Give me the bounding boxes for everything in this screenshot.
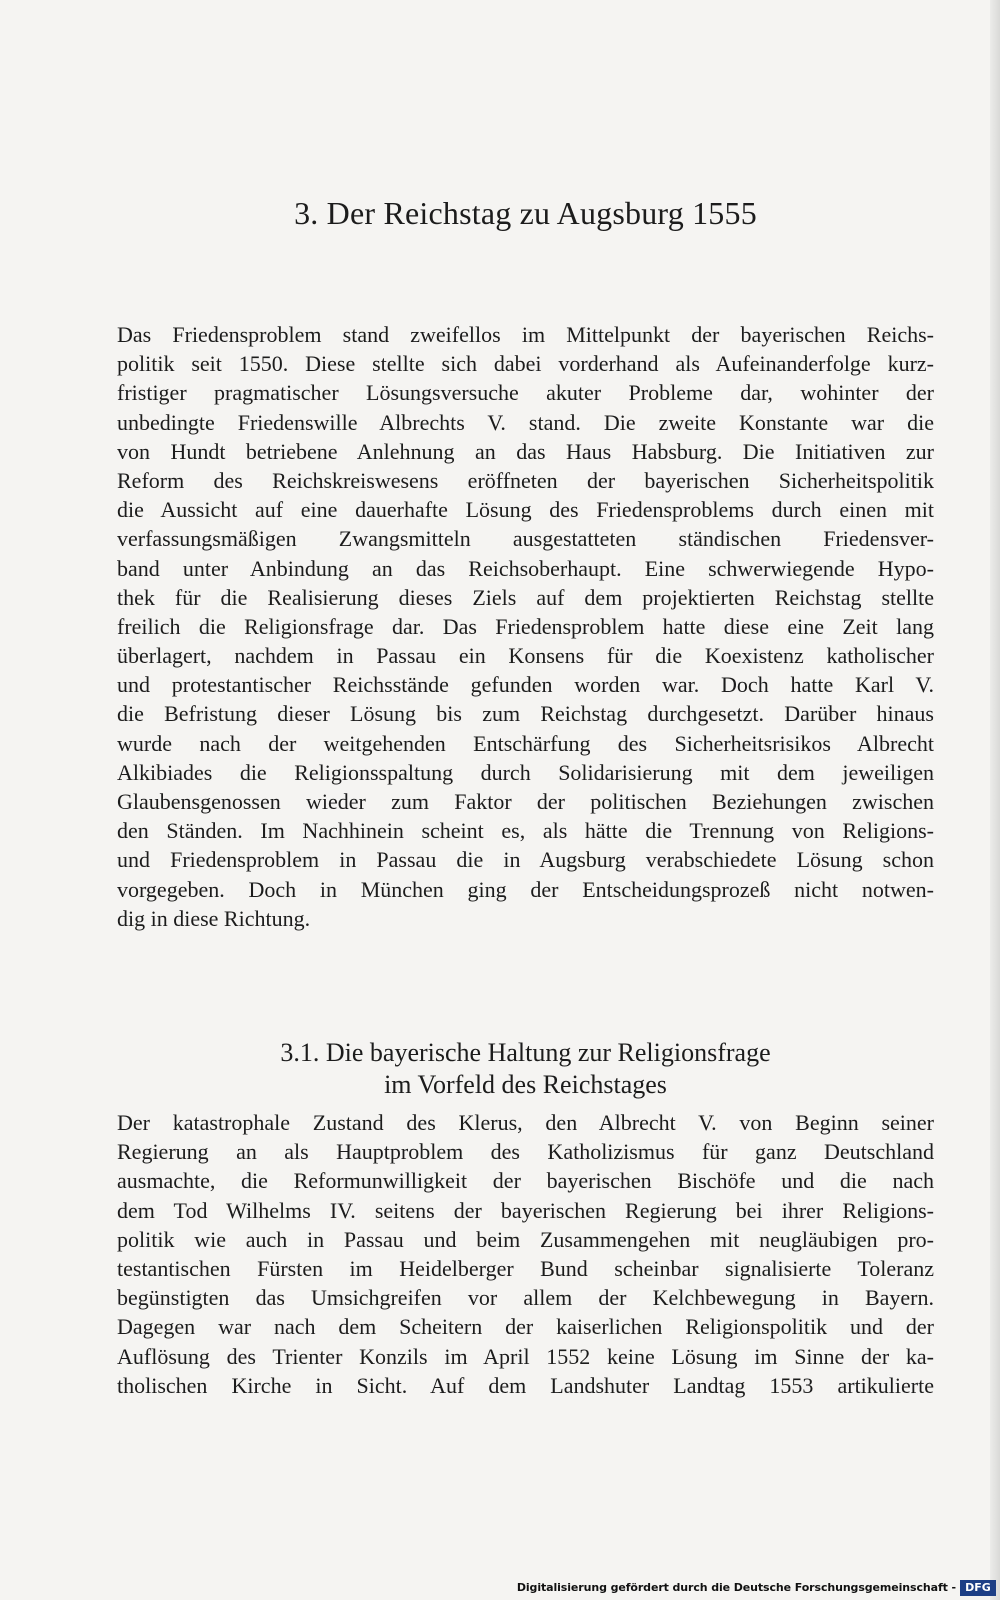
chapter-title: 3. Der Reichstag zu Augsburg 1555 [294, 195, 757, 231]
text-line: ausmachte, die Reformunwilligkeit der bayerischen Bischöfe und die nach [117, 1168, 934, 1194]
section-title [117, 1037, 934, 1101]
text-line: begünstigten das Umsichgreifen vor allem der Kelchbewegung in Bayern. [117, 1285, 934, 1311]
text-line: die Befristung dieser Lösung bis zum Reichstag durchgesetzt. Darüber hinaus [117, 701, 934, 727]
text-line: den Ständen. Im Nachhinein scheint es, als hätte die Trennung von Religions- [117, 818, 934, 844]
text-line: überlagert, nachdem in Passau ein Konsens für die Koexistenz katholischer [117, 643, 934, 669]
text-line: politik seit 1550. Diese stellte sich dabei vorderhand als Aufeinanderfolge kurz- [117, 351, 934, 377]
text-line: testantischen Fürsten im Heidelberger Bund scheinbar signalisierte Toleranz [117, 1255, 934, 1281]
text-line: freilich die Religionsfrage dar. Das Friedensproblem hatte diese eine Zeit lang [117, 613, 934, 639]
paragraph-1 [117, 320, 934, 933]
dfg-logo: DFG [960, 1580, 996, 1596]
text-line: unbedingte Friedenswille Albrechts V. stand. Die zweite Konstante war die [117, 409, 934, 435]
text-line: Das Friedensproblem stand zweifellos im Mittelpunkt der bayerischen Reichs- [117, 322, 934, 347]
text-line: Alkibiades die Religionsspaltung durch Solidarisierung mit dem jeweiligen [117, 759, 934, 785]
text-line: band unter Anbindung an das Reichsoberhaupt. Eine schwerwiegende Hypo- [117, 555, 934, 581]
text-line: dem Tod Wilhelms IV. seitens der bayerischen Regierung bei ihrer Religions- [117, 1197, 934, 1223]
text-line: fristiger pragmatischer Lösungsversuche akuter Probleme dar, wohinter der [117, 380, 934, 406]
text-line: Auflösung des Trienter Konzils im April 1552 keine Lösung im Sinne der ka- [117, 1343, 934, 1369]
text-line: tholischen Kirche in Sicht. Auf dem Landshuter Landtag 1553 artikulierte [117, 1372, 934, 1398]
section-title-line: 3.1. Die bayerische Haltung zur Religionsfrage [280, 1038, 771, 1067]
page-edge-shadow [990, 0, 1000, 1600]
text-line: verfassungsmäßigen Zwangsmitteln ausgestatteten ständischen Friedensver- [117, 526, 934, 552]
section-title-line: im Vorfeld des Reichstages [384, 1070, 667, 1099]
text-line: wurde nach der weitgehenden Entschärfung des Sicherheitsrisikos Albrecht [117, 730, 934, 756]
text-line: Glaubensgenossen wieder zum Faktor der politischen Beziehungen zwischen [117, 789, 934, 814]
text-line: Regierung an als Hauptproblem des Katholizismus für ganz Deutschland [117, 1139, 934, 1165]
text-line: und Friedensproblem in Passau die in Augsburg verabschiedete Lösung schon [117, 847, 934, 873]
text-line: Reform des Reichskreiswesens eröffneten der bayerischen Sicherheitspolitik [117, 467, 934, 493]
text-line: vorgegeben. Doch in München ging der Entscheidungsprozeß nicht notwen- [117, 876, 934, 902]
text-line: Der katastrophale Zustand des Klerus, den Albrecht V. von Beginn seiner [117, 1110, 934, 1135]
text-line: dig in diese Richtung. [117, 905, 311, 931]
text-line: von Hundt betriebene Anlehnung an das Haus Habsburg. Die Initiativen zur [117, 438, 934, 464]
text-line: Dagegen war nach dem Scheitern der kaiserlichen Religionspolitik und der [117, 1314, 934, 1340]
text-line: thek für die Realisierung dieses Ziels auf dem projektierten Reichstag stellte [117, 584, 934, 610]
digitization-credit: Digitalisierung gefördert durch die Deutsche Forschungsgemeinschaft - [516, 1581, 956, 1594]
text-line: und protestantischer Reichsstände gefunden worden war. Doch hatte Karl V. [117, 672, 934, 698]
text-line: die Aussicht auf eine dauerhafte Lösung des Friedensproblems durch einen mit [117, 497, 934, 523]
text-line: politik wie auch in Passau und beim Zusammengehen mit neugläubigen pro- [117, 1226, 934, 1252]
paragraph-2 [117, 1108, 934, 1400]
